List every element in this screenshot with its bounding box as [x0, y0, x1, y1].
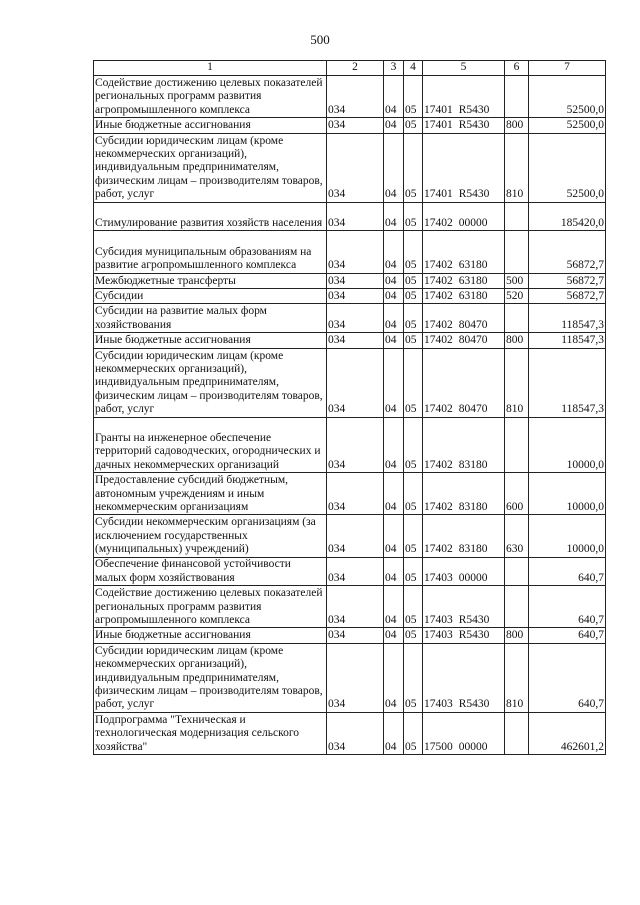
table-row	[94, 515, 606, 557]
column-header: 1	[94, 61, 327, 76]
kvsr-cell: 034	[327, 273, 384, 288]
target-article-direction: R5430	[458, 698, 490, 711]
table-row	[94, 348, 606, 417]
table-row	[94, 586, 606, 628]
subsection-cell: 05	[404, 348, 423, 417]
subsection-cell: 05	[404, 304, 423, 333]
expense-type-cell	[505, 712, 529, 754]
kvsr-cell: 034	[327, 288, 384, 303]
expense-type-cell	[505, 76, 529, 118]
kvsr-cell: 034	[327, 712, 384, 754]
subsection-cell: 05	[404, 586, 423, 628]
subsection-cell: 05	[404, 202, 423, 231]
kvsr-cell: 034	[327, 333, 384, 348]
amount-cell: 10000,0	[529, 515, 606, 557]
expense-type-cell: 600	[505, 473, 529, 515]
section-cell: 04	[384, 304, 404, 333]
target-article-program: 17402	[424, 543, 453, 556]
target-article-cell	[423, 202, 505, 231]
amount-cell: 640,7	[529, 586, 606, 628]
amount-cell: 640,7	[529, 557, 606, 586]
table-row	[94, 288, 606, 303]
section-cell: 04	[384, 202, 404, 231]
row-name-cell: Субсидии юридическим лицам (кроме некоммерческих организаций), индивидуальным предпринимателям, физическим лицам – производителям товаров, работ, услуг	[94, 643, 327, 712]
kvsr-cell: 034	[327, 473, 384, 515]
expense-type-cell: 500	[505, 273, 529, 288]
expense-type-cell	[505, 417, 529, 473]
table-header-row	[94, 61, 606, 76]
kvsr-cell: 034	[327, 643, 384, 712]
target-article-cell	[423, 288, 505, 303]
row-name-cell: Иные бюджетные ассигнования	[94, 118, 327, 133]
expense-type-cell: 810	[505, 643, 529, 712]
target-article-cell	[423, 273, 505, 288]
row-name-cell: Субсидии некоммерческим организациям (за исключением государственных (муниципальных) учреждений)	[94, 515, 327, 557]
table-row	[94, 304, 606, 333]
target-article-program: 17403	[424, 614, 453, 627]
target-article-program: 17403	[424, 698, 453, 711]
expense-type-cell	[505, 202, 529, 231]
target-article-direction: R5430	[458, 614, 490, 627]
expense-type-cell: 520	[505, 288, 529, 303]
target-article-cell	[423, 473, 505, 515]
target-article-cell	[423, 304, 505, 333]
target-article-cell	[423, 712, 505, 754]
target-article-cell	[423, 118, 505, 133]
amount-cell: 56872,7	[529, 288, 606, 303]
kvsr-cell: 034	[327, 557, 384, 586]
row-name-cell: Содействие достижению целевых показателей региональных программ развития агропромышленного комплекса	[94, 76, 327, 118]
column-header: 3	[384, 61, 404, 76]
table-row	[94, 76, 606, 118]
section-cell: 04	[384, 515, 404, 557]
subsection-cell: 05	[404, 231, 423, 273]
subsection-cell: 05	[404, 333, 423, 348]
row-name-cell: Обеспечение финансовой устойчивости малых форм хозяйствования	[94, 557, 327, 586]
table-body	[94, 76, 606, 755]
table-row	[94, 417, 606, 473]
kvsr-cell: 034	[327, 304, 384, 333]
table-row	[94, 231, 606, 273]
row-name-cell: Субсидия муниципальным образованиям на развитие агропромышленного комплекса	[94, 231, 327, 273]
subsection-cell: 05	[404, 628, 423, 643]
target-article-cell	[423, 515, 505, 557]
amount-cell: 52500,0	[529, 118, 606, 133]
section-cell: 04	[384, 628, 404, 643]
target-article-program: 17402	[424, 318, 453, 331]
row-name-cell: Субсидии на развитие малых форм хозяйствования	[94, 304, 327, 333]
subsection-cell: 05	[404, 712, 423, 754]
target-article-direction: 80470	[458, 334, 488, 347]
target-article-direction: R5430	[458, 188, 490, 201]
column-header: 7	[529, 61, 606, 76]
amount-cell: 52500,0	[529, 76, 606, 118]
row-name-cell: Иные бюджетные ассигнования	[94, 628, 327, 643]
table-row	[94, 202, 606, 231]
target-article-program: 17403	[424, 629, 453, 642]
row-name-cell: Иные бюджетные ассигнования	[94, 333, 327, 348]
section-cell: 04	[384, 133, 404, 202]
page-number: 500	[310, 32, 330, 47]
target-article-cell	[423, 348, 505, 417]
target-article-program: 17403	[424, 571, 453, 584]
amount-cell: 52500,0	[529, 133, 606, 202]
subsection-cell: 05	[404, 273, 423, 288]
target-article-direction: 80470	[458, 318, 488, 331]
table-row	[94, 273, 606, 288]
row-name-cell: Предоставление субсидий бюджетным, автономным учреждениям и иным некоммерческим организациям	[94, 473, 327, 515]
subsection-cell: 05	[404, 643, 423, 712]
column-header: 2	[327, 61, 384, 76]
expense-type-cell: 810	[505, 133, 529, 202]
subsection-cell: 05	[404, 133, 423, 202]
section-cell: 04	[384, 348, 404, 417]
row-name-cell: Стимулирование развития хозяйств населения	[94, 202, 327, 231]
target-article-program: 17402	[424, 216, 453, 229]
kvsr-cell: 034	[327, 133, 384, 202]
target-article-program: 17402	[424, 500, 453, 513]
column-header: 4	[404, 61, 423, 76]
table-row	[94, 557, 606, 586]
subsection-cell: 05	[404, 473, 423, 515]
column-header: 6	[505, 61, 529, 76]
column-header: 5	[423, 61, 505, 76]
target-article-direction: 83180	[458, 458, 488, 471]
section-cell: 04	[384, 557, 404, 586]
subsection-cell: 05	[404, 118, 423, 133]
expense-type-cell: 630	[505, 515, 529, 557]
table-row	[94, 643, 606, 712]
kvsr-cell: 034	[327, 586, 384, 628]
amount-cell: 185420,0	[529, 202, 606, 231]
target-article-cell	[423, 76, 505, 118]
target-article-program: 17402	[424, 274, 453, 287]
section-cell: 04	[384, 643, 404, 712]
expense-type-cell	[505, 231, 529, 273]
table-row	[94, 712, 606, 754]
row-name-cell: Содействие достижению целевых показателей региональных программ развития агропромышленного комплекса	[94, 586, 327, 628]
target-article-program: 17500	[424, 740, 453, 753]
target-article-direction: 83180	[458, 500, 488, 513]
subsection-cell: 05	[404, 417, 423, 473]
target-article-cell	[423, 231, 505, 273]
target-article-direction: 63180	[458, 259, 488, 272]
table-row	[94, 133, 606, 202]
target-article-program: 17402	[424, 458, 453, 471]
table-row	[94, 628, 606, 643]
target-article-direction: 63180	[458, 274, 488, 287]
subsection-cell: 05	[404, 76, 423, 118]
target-article-program: 17402	[424, 289, 453, 302]
kvsr-cell: 034	[327, 76, 384, 118]
section-cell: 04	[384, 473, 404, 515]
section-cell: 04	[384, 586, 404, 628]
section-cell: 04	[384, 417, 404, 473]
expense-type-cell: 800	[505, 118, 529, 133]
target-article-direction: 83180	[458, 543, 488, 556]
target-article-program: 17401	[424, 188, 453, 201]
target-article-direction: 80470	[458, 403, 488, 416]
subsection-cell: 05	[404, 557, 423, 586]
section-cell: 04	[384, 712, 404, 754]
row-name-cell: Межбюджетные трансферты	[94, 273, 327, 288]
target-article-direction: 00000	[458, 571, 488, 584]
kvsr-cell: 034	[327, 231, 384, 273]
expense-type-cell: 810	[505, 348, 529, 417]
target-article-direction: 00000	[458, 216, 488, 229]
expense-type-cell: 800	[505, 628, 529, 643]
amount-cell: 56872,7	[529, 231, 606, 273]
target-article-cell	[423, 417, 505, 473]
expense-type-cell	[505, 304, 529, 333]
target-article-direction: R5430	[458, 103, 490, 116]
target-article-cell	[423, 643, 505, 712]
row-name-cell: Подпрограмма "Техническая и технологическая модернизация сельского хозяйства"	[94, 712, 327, 754]
table-row	[94, 333, 606, 348]
target-article-direction: R5430	[458, 119, 490, 132]
amount-cell: 56872,7	[529, 273, 606, 288]
amount-cell: 462601,2	[529, 712, 606, 754]
amount-cell: 10000,0	[529, 473, 606, 515]
kvsr-cell: 034	[327, 417, 384, 473]
target-article-direction: 63180	[458, 289, 488, 302]
target-article-program: 17401	[424, 103, 453, 116]
target-article-direction: R5430	[458, 629, 490, 642]
amount-cell: 118547,3	[529, 304, 606, 333]
target-article-cell	[423, 333, 505, 348]
kvsr-cell: 034	[327, 515, 384, 557]
target-article-program: 17402	[424, 403, 453, 416]
target-article-program: 17401	[424, 119, 453, 132]
section-cell: 04	[384, 231, 404, 273]
expense-type-cell	[505, 557, 529, 586]
kvsr-cell: 034	[327, 628, 384, 643]
expense-type-cell: 800	[505, 333, 529, 348]
target-article-direction: 00000	[458, 740, 488, 753]
kvsr-cell: 034	[327, 202, 384, 231]
budget-table	[93, 60, 606, 755]
subsection-cell: 05	[404, 288, 423, 303]
amount-cell: 10000,0	[529, 417, 606, 473]
row-name-cell: Субсидии юридическим лицам (кроме некоммерческих организаций), индивидуальным предпринимателям, физическим лицам – производителям товаров, работ, услуг	[94, 133, 327, 202]
section-cell: 04	[384, 118, 404, 133]
row-name-cell: Субсидии юридическим лицам (кроме некоммерческих организаций), индивидуальным предпринимателям, физическим лицам – производителям товаров, работ, услуг	[94, 348, 327, 417]
target-article-program: 17402	[424, 259, 453, 272]
section-cell: 04	[384, 288, 404, 303]
amount-cell: 118547,3	[529, 333, 606, 348]
section-cell: 04	[384, 76, 404, 118]
kvsr-cell: 034	[327, 348, 384, 417]
row-name-cell: Гранты на инженерное обеспечение территорий садоводческих, огороднических и дачных некоммерческих организаций	[94, 417, 327, 473]
kvsr-cell: 034	[327, 118, 384, 133]
row-name-cell: Субсидии	[94, 288, 327, 303]
target-article-cell	[423, 557, 505, 586]
expense-type-cell	[505, 586, 529, 628]
table-row	[94, 118, 606, 133]
amount-cell: 118547,3	[529, 348, 606, 417]
target-article-program: 17402	[424, 334, 453, 347]
target-article-cell	[423, 133, 505, 202]
table-row	[94, 473, 606, 515]
target-article-cell	[423, 586, 505, 628]
subsection-cell: 05	[404, 515, 423, 557]
target-article-cell	[423, 628, 505, 643]
amount-cell: 640,7	[529, 628, 606, 643]
section-cell: 04	[384, 273, 404, 288]
amount-cell: 640,7	[529, 643, 606, 712]
section-cell: 04	[384, 333, 404, 348]
